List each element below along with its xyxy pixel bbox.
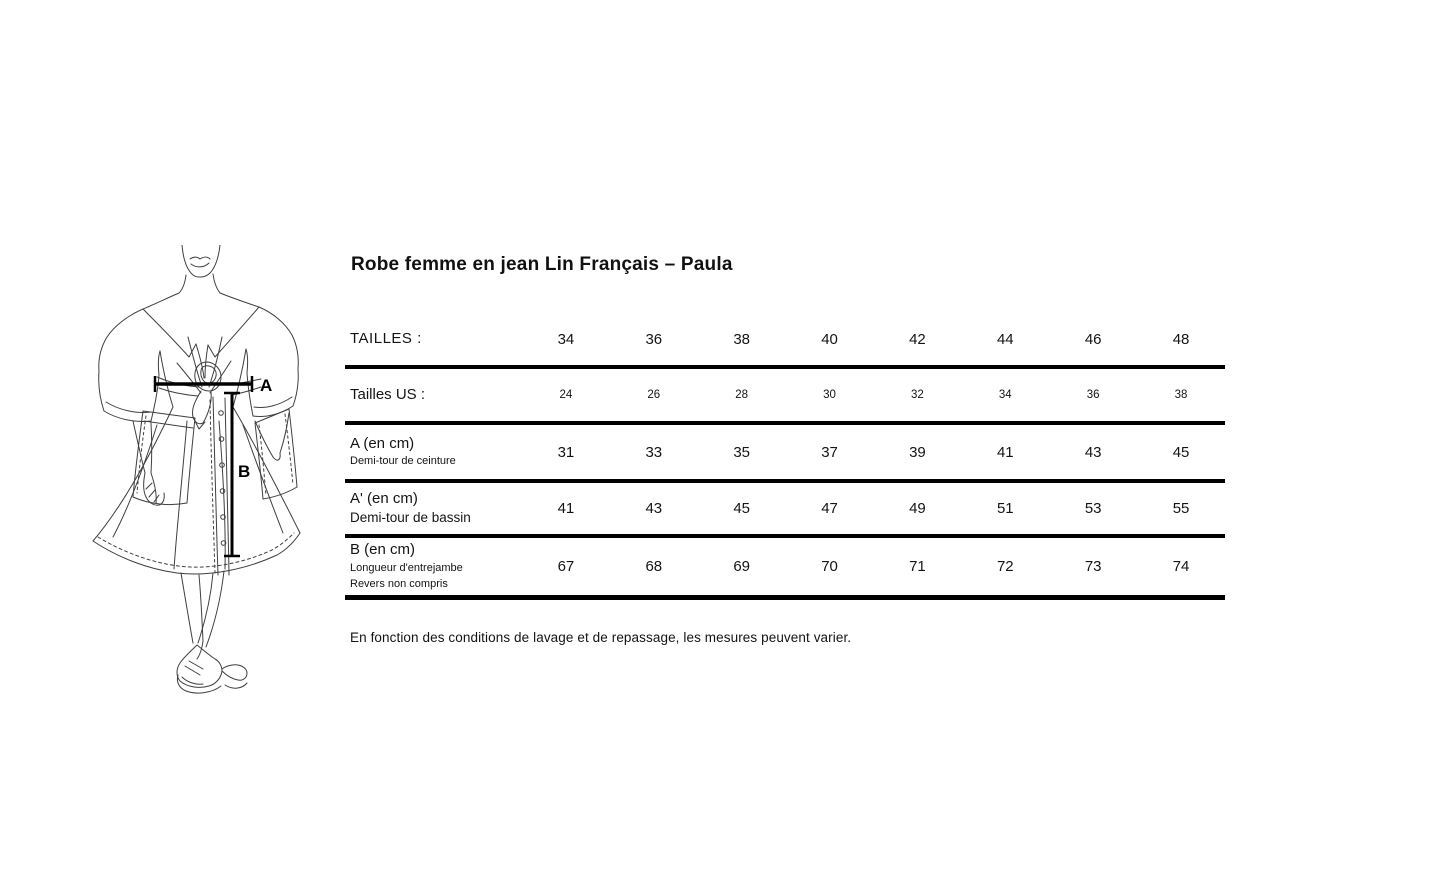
product-title: Robe femme en jean Lin Français – Paula xyxy=(351,253,733,275)
dress-sketch-illustration xyxy=(85,245,310,700)
size-table-body xyxy=(345,314,1225,598)
size-value-cell: 55 xyxy=(1137,481,1225,536)
row-label-sub: Demi-tour de bassin xyxy=(350,510,471,526)
size-value-cell: 38 xyxy=(698,314,786,367)
size-value-cell: 36 xyxy=(1049,367,1137,423)
size-value-cell: 32 xyxy=(874,367,962,423)
table-row xyxy=(345,423,1225,481)
size-value-cell: 33 xyxy=(610,423,698,481)
row-label xyxy=(345,423,522,481)
size-value-cell: 68 xyxy=(610,536,698,598)
size-value-cell: 40 xyxy=(786,314,874,367)
size-value-cell: 48 xyxy=(1137,314,1225,367)
sketch-skirt xyxy=(93,407,173,541)
size-value-cell: 38 xyxy=(1137,367,1225,423)
row-label xyxy=(345,367,522,423)
size-value-cell: 41 xyxy=(961,423,1049,481)
size-value-cell: 30 xyxy=(786,367,874,423)
sketch-face xyxy=(182,245,220,277)
size-value-cell: 53 xyxy=(1049,481,1137,536)
row-label-main: TAILLES : xyxy=(350,330,422,348)
row-label-sub: Demi-tour de ceinture xyxy=(350,455,456,468)
size-value-cell: 45 xyxy=(698,481,786,536)
table-row xyxy=(345,481,1225,536)
row-label xyxy=(345,314,522,367)
row-label-main: Tailles US : xyxy=(350,385,426,403)
sketch-left-sleeve xyxy=(99,309,143,371)
sketch-right-sleeve xyxy=(259,307,298,369)
size-value-cell: 46 xyxy=(1049,314,1137,367)
size-value-cell: 24 xyxy=(522,367,610,423)
sketch-legs xyxy=(181,573,193,643)
size-value-cell: 36 xyxy=(610,314,698,367)
row-label-main: A (en cm) xyxy=(350,434,415,452)
size-value-cell: 37 xyxy=(786,423,874,481)
sketch-left-hand xyxy=(133,421,145,473)
size-value-cell: 42 xyxy=(874,314,962,367)
size-value-cell: 44 xyxy=(961,314,1049,367)
size-value-cell: 43 xyxy=(610,481,698,536)
size-value-cell: 51 xyxy=(961,481,1049,536)
size-value-cell: 34 xyxy=(522,314,610,367)
sketch-button xyxy=(220,489,225,494)
size-value-cell: 74 xyxy=(1137,536,1225,598)
size-value-cell: 28 xyxy=(698,367,786,423)
row-label-sub: Revers non compris xyxy=(350,577,448,590)
size-value-cell: 45 xyxy=(1137,423,1225,481)
size-value-cell: 49 xyxy=(874,481,962,536)
size-value-cell: 35 xyxy=(698,423,786,481)
size-value-cell: 39 xyxy=(874,423,962,481)
table-row xyxy=(345,367,1225,423)
size-value-cell: 47 xyxy=(786,481,874,536)
size-value-cell: 41 xyxy=(522,481,610,536)
row-label-main: A' (en cm) xyxy=(350,489,418,507)
size-value-cell: 43 xyxy=(1049,423,1137,481)
size-table xyxy=(345,314,1225,600)
row-label-sub: Longueur d'entrejambe xyxy=(350,562,463,575)
size-value-cell: 72 xyxy=(961,536,1049,598)
measure-label-b: B xyxy=(238,462,251,481)
sketch-button xyxy=(219,411,224,416)
sketch-collar xyxy=(143,293,179,309)
row-label xyxy=(345,536,522,598)
table-row xyxy=(345,314,1225,367)
size-value-cell: 34 xyxy=(961,367,1049,423)
size-value-cell: 70 xyxy=(786,536,874,598)
size-value-cell: 73 xyxy=(1049,536,1137,598)
size-value-cell: 67 xyxy=(522,536,610,598)
sketch-right-pocket xyxy=(255,409,289,423)
sketch-sneaker xyxy=(177,645,222,687)
table-row xyxy=(345,536,1225,598)
row-label-main: B (en cm) xyxy=(350,541,416,559)
size-value-cell: 69 xyxy=(698,536,786,598)
size-value-cell: 26 xyxy=(610,367,698,423)
row-label xyxy=(345,481,522,536)
size-value-cell: 31 xyxy=(522,423,610,481)
measure-label-a: A xyxy=(260,376,273,395)
size-value-cell: 71 xyxy=(874,536,962,598)
care-footnote: En fonction des conditions de lavage et de repassage, les mesures peuvent varier. xyxy=(350,629,852,645)
sketch-sneaker xyxy=(222,665,247,680)
sketch-left-pocket xyxy=(143,411,195,418)
